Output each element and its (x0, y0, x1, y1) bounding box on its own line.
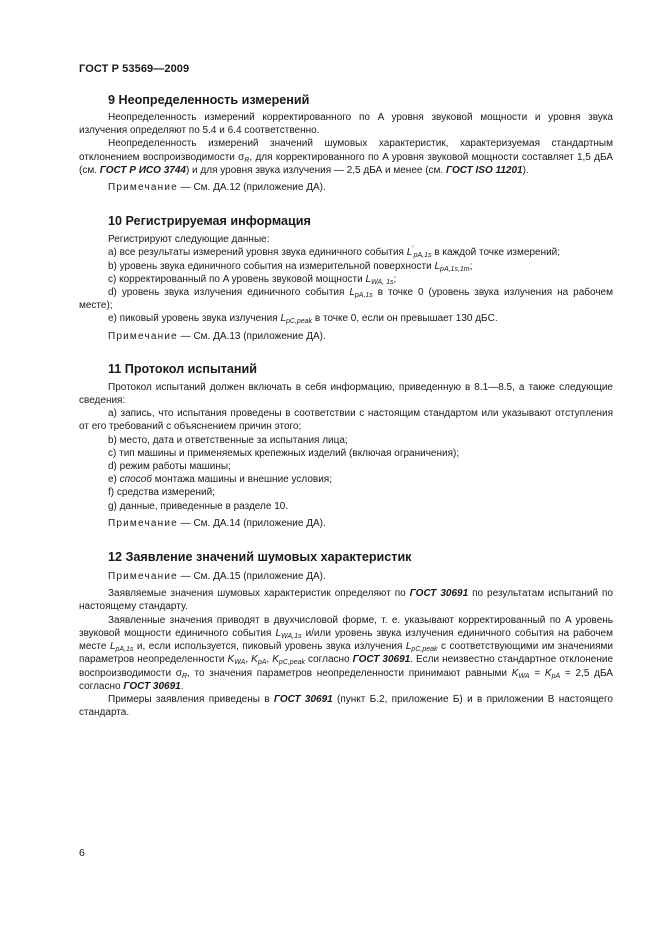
section-10 (79, 213, 613, 343)
section-9-note: Примечание — См. ДА.12 (приложение ДА). (108, 182, 326, 194)
section-11-intro: Протокол испытаний должен включать в себя информацию, приведенную в 8.1—8.5, а также следующие сведения: (79, 381, 613, 407)
section-9-title: 9 Неопределенность измерений (108, 93, 310, 107)
section-12 (79, 549, 613, 719)
list-item: d) уровень звука излучения единичного события $L_{pA,1s}$ в точке 0 (уровень звука излучения на рабочем месте); (79, 287, 613, 312)
list-item: e) пиковый уровень звука излучения $L_{pC,peak}$ в точке 0, если он превышает 130 дБC. (108, 313, 498, 326)
list-item: a) все результаты измерений уровня звука единичного события $L'_{pA,1s}$ в каждой точке измерений; (108, 246, 561, 260)
section-12-title: 12 Заявление значений шумовых характеристик (108, 550, 412, 565)
section-12-paragraph-1: Заявляемые значения шумовых характеристик определяют по ГОСТ 30691 по результатам испытаний по настоящему стандарту. (79, 588, 613, 613)
list-item: b) уровень звука единичного события на измерительной поверхности $L_{pA,1s,1m}$; (108, 260, 473, 273)
list-item: e) способ монтажа машины и внешние условия; (108, 474, 332, 486)
section-11-note: Примечание — См. ДА.14 (приложение ДА). (108, 517, 326, 529)
standard-reference: ГОСТ 30691 (123, 680, 181, 692)
standard-reference: ГОСТ 30691 (273, 693, 333, 705)
section-11-title: 11 Протокол испытаний (108, 361, 258, 376)
list-item: b) место, дата и ответственные за испытания лица; (108, 434, 348, 446)
standard-reference: ГОСТ Р ИСО 3744 (99, 164, 186, 176)
list-item: a) запись, что испытания проведены в соответствии с настоящим стандартом или указывают отступления от его требований с объяснением причин этого; (79, 408, 613, 433)
section-9 (79, 92, 613, 194)
list-item: c) тип машины и применяемых крепежных изделий (включая ограничения); (108, 447, 460, 459)
list-item: d) режим работы машины; (108, 461, 231, 473)
page-number: 6 (79, 847, 85, 859)
standard-reference: ГОСТ ISO 11201 (445, 164, 523, 176)
standard-reference: ГОСТ 30691 (409, 588, 469, 600)
section-10-title: 10 Регистрируемая информация (108, 214, 311, 229)
section-9-paragraph-2: Неопределенность измерений значений шумовых характеристик, характеризуемая стандартным отклонением воспроизводимости $\sigma_R$, для корректированного по A уровня звуковой мощности составляет 1,5 дБА (см. ГОСТ Р ИСО 3744) и для уровня звука излучения — 2,5 дБА и менее (см. ГОСТ ISO 11201). (79, 138, 614, 176)
section-12-paragraph-3: Примеры заявления приведены в ГОСТ 30691 (пункт Б.2, приложение Б) и в приложении В настоящего стандарта. (79, 693, 613, 719)
section-9-paragraph-1: Неопределенность измерений корректированного по A уровня звуковой мощности и уровня звука излучения определяют по 5.4 и 6.4 соответственно. (79, 112, 613, 137)
section-12-paragraph-2: Заявленные значения приводят в двухчисловой форме, т. е. указывают корректированный по A уровень звуковой мощности единичного события $L_{WA,1s}$ и/или уровень звука излучения единичного события на рабочем месте $L_{pA,1s}$ и, если используется, пиковый уровень звука излучения $L_{pC,peak}$ с соответствующими им значениями параметров неопределенности $K_{WA}$, $K_{pA}$, $K_{pC,peak}$ согласно ГОСТ 30691. Если неизвестно стандартное отклонение воспроизводимости $\sigma_R$, то значения параметров неопределенности принимают равными $K_{WA} = K_{pA} = 2,5$ дБА согласно ГОСТ 30691. (79, 614, 614, 692)
standard-reference: ГОСТ 30691 (352, 654, 411, 666)
list-item: g) данные, приведенные в разделе 10. (108, 500, 289, 512)
list-item: c) корректированный по A уровень звуковой мощности $L_{WA, 1s}$; (108, 273, 397, 286)
section-10-note: Примечание — См. ДА.13 (приложение ДА). (108, 330, 326, 342)
list-item: f) средства измерений; (108, 487, 215, 499)
document-id-header: ГОСТ Р 53569—2009 (79, 63, 190, 75)
section-12-note: Примечание — См. ДА.15 (приложение ДА). (108, 571, 326, 583)
section-11 (79, 361, 613, 530)
section-10-intro: Регистрируют следующие данные: (108, 234, 270, 246)
page-content (79, 80, 613, 719)
